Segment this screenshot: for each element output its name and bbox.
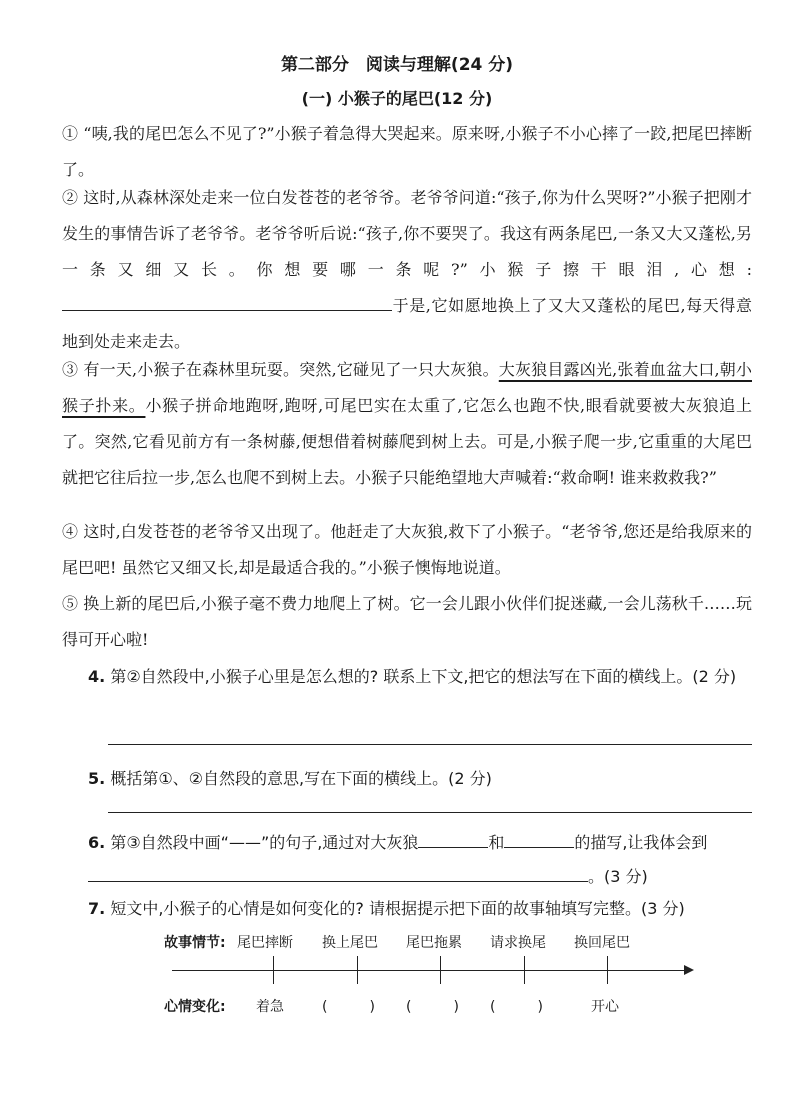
question-6-blank-3[interactable] [88, 865, 588, 882]
question-5 [88, 762, 754, 796]
paragraph-3-text-a: ③ 有一天,小猴子在森林里玩耍。突然,它碰见了一只大灰狼。 [62, 360, 499, 379]
paragraph-2-blank[interactable] [62, 294, 392, 311]
paragraph-3-text-b: 小猴子拼命地跑呀,跑呀,可尾巴实在太重了,它怎么也跑不快,眼看就要被大灰狼追上了。突然,它看见前方有一条树藤,便想借着树藤爬到树上去。可是,小猴子爬一步,它重重的大尾巴就把它往后拉一步,怎么也爬不到树上去。小猴子只能绝望地大声喊着:“救命啊! 谁来救救我?” [62, 396, 752, 487]
question-6-blank-2[interactable] [504, 831, 574, 848]
question-5-number: 5. [88, 769, 106, 788]
question-5-answer-line[interactable] [108, 812, 752, 813]
timeline-mood-blank-3[interactable]: ( ) [490, 999, 543, 1015]
paragraph-1-text: ① “咦,我的尾巴怎么不见了?”小猴子着急得大哭起来。原来呀,小猴子不小心摔了一跤,把尾巴摔断了。 [62, 124, 752, 179]
timeline-plot-label: 故事情节: [164, 935, 226, 951]
question-6 [88, 826, 754, 894]
paragraph-5 [62, 586, 752, 658]
timeline-event-4: 请求换尾 [490, 935, 546, 951]
timeline-arrow-icon [684, 965, 694, 975]
paragraph-3 [62, 352, 752, 496]
timeline-mood-label: 心情变化: [164, 999, 226, 1015]
timeline-tick [440, 956, 441, 984]
question-6-text-b: 和 [488, 833, 505, 852]
timeline-mood-5: 开心 [591, 999, 619, 1015]
paragraph-1 [62, 116, 752, 188]
paragraph-2-text-a: ② 这时,从森林深处走来一位白发苍苍的老爷爷。老爷爷问道:“孩子,你为什么哭呀?”小猴子把刚才发生的事情告诉了老爷爷。老爷爷听后说:“孩子,你不要哭了。我这有两条尾巴,一条又大又蓬松,另一条又细又长。你想要哪一条呢?”小猴子擦干眼泪,心想: [62, 188, 752, 279]
question-6-text-d: 。(3 分) [588, 867, 648, 886]
question-4 [88, 660, 754, 694]
question-4-text: 第②自然段中,小猴子心里是怎么想的? 联系上下文,把它的想法写在下面的横线上。(2 分) [110, 667, 737, 686]
question-6-number: 6. [88, 833, 106, 852]
paragraph-5-text: ⑤ 换上新的尾巴后,小猴子毫不费力地爬上了树。它一会儿跟小伙伴们捉迷藏,一会儿荡秋千……玩得可开心啦! [62, 594, 752, 649]
question-6-text-a: 第③自然段中画“——”的句子,通过对大灰狼 [110, 833, 419, 852]
timeline-event-5: 换回尾巴 [574, 935, 630, 951]
question-7 [88, 892, 754, 926]
timeline-event-3: 尾巴拖累 [406, 935, 462, 951]
question-4-answer-line[interactable] [108, 744, 752, 745]
question-5-text: 概括第①、②自然段的意思,写在下面的横线上。(2 分) [110, 769, 492, 788]
timeline-tick [524, 956, 525, 984]
section-title: 第二部分 阅读与理解(24 分) [280, 55, 514, 75]
timeline-tick [273, 956, 274, 984]
paragraph-2-text-b: 于是,它如愿地换上了又大又蓬松的尾巴,每天得意地到处走来走去。 [62, 296, 752, 351]
timeline-mood-blank-1[interactable]: ( ) [322, 999, 375, 1015]
paragraph-4-text: ④ 这时,白发苍苍的老爷爷又出现了。他赶走了大灰狼,救下了小猴子。“老爷爷,您还是给我原来的尾巴吧! 虽然它又细又长,却是最适合我的。”小猴子懊悔地说道。 [62, 522, 752, 577]
timeline-axis [172, 970, 688, 971]
question-6-blank-1[interactable] [418, 831, 488, 848]
paragraph-2 [62, 180, 752, 360]
paragraph-3-underlined-sentence: 大灰狼目露凶光,张着血盆大口,朝小猴子扑来。 [62, 360, 752, 415]
timeline-tick [357, 956, 358, 984]
timeline-tick [607, 956, 608, 984]
question-6-text-c: 的描写,让我体会到 [574, 833, 708, 852]
passage-title: (一) 小猴子的尾巴(12 分) [301, 89, 493, 108]
timeline-event-2: 换上尾巴 [322, 935, 378, 951]
timeline-event-1: 尾巴摔断 [237, 935, 293, 951]
question-7-text: 短文中,小猴子的心情是如何变化的? 请根据提示把下面的故事轴填写完整。(3 分) [110, 899, 685, 918]
timeline-mood-1: 着急 [256, 999, 284, 1015]
timeline-mood-blank-2[interactable]: ( ) [406, 999, 459, 1015]
question-4-number: 4. [88, 667, 106, 686]
question-7-number: 7. [88, 899, 106, 918]
paragraph-4 [62, 514, 752, 586]
